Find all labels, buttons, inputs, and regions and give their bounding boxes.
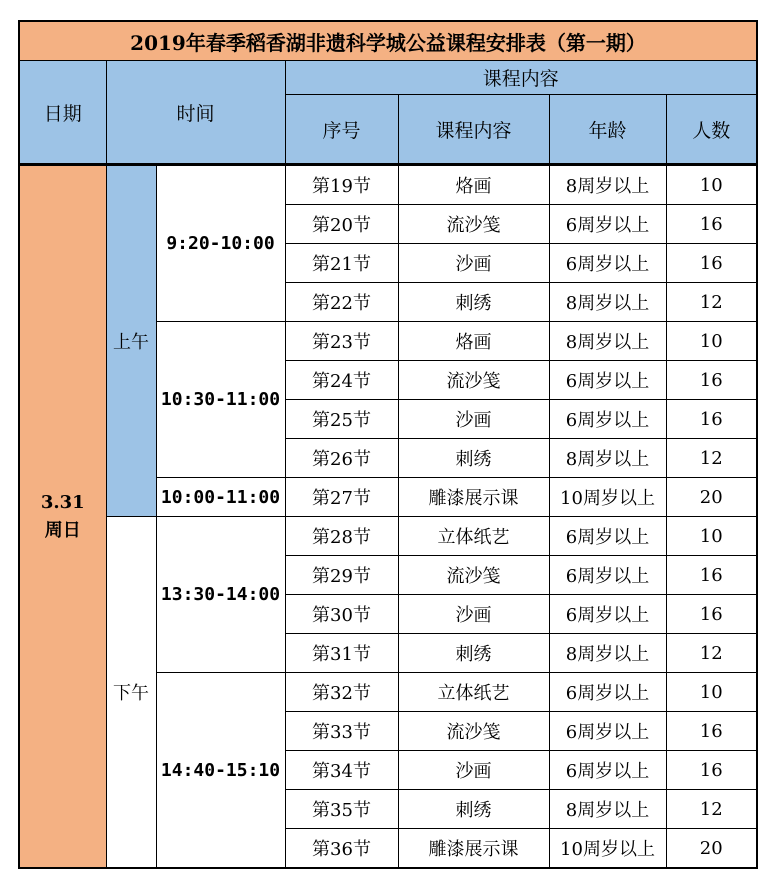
count-cell: 20 — [666, 829, 757, 869]
count-cell: 12 — [666, 634, 757, 673]
count-cell: 10 — [666, 322, 757, 361]
time-slot: 14:40-15:10 — [156, 673, 285, 869]
seq-cell: 第34节 — [285, 751, 398, 790]
header-age: 年龄 — [549, 95, 666, 165]
date-cell — [19, 165, 106, 869]
header-count: 人数 — [666, 95, 757, 165]
course-cell: 刺绣 — [398, 790, 549, 829]
course-cell: 刺绣 — [398, 634, 549, 673]
count-cell: 16 — [666, 751, 757, 790]
seq-cell: 第26节 — [285, 439, 398, 478]
course-cell: 流沙笺 — [398, 361, 549, 400]
course-cell: 流沙笺 — [398, 556, 549, 595]
age-cell: 6周岁以上 — [549, 205, 666, 244]
age-cell: 8周岁以上 — [549, 283, 666, 322]
count-cell: 10 — [666, 165, 757, 205]
seq-cell: 第28节 — [285, 517, 398, 556]
course-cell: 沙画 — [398, 400, 549, 439]
header-seq: 序号 — [285, 95, 398, 165]
count-cell: 16 — [666, 712, 757, 751]
seq-cell: 第36节 — [285, 829, 398, 869]
seq-cell: 第35节 — [285, 790, 398, 829]
seq-cell: 第20节 — [285, 205, 398, 244]
count-cell: 12 — [666, 439, 757, 478]
count-cell: 16 — [666, 361, 757, 400]
age-cell: 8周岁以上 — [549, 322, 666, 361]
course-cell: 烙画 — [398, 322, 549, 361]
schedule-table — [18, 20, 758, 869]
seq-cell: 第31节 — [285, 634, 398, 673]
seq-cell: 第33节 — [285, 712, 398, 751]
seq-cell: 第22节 — [285, 283, 398, 322]
header-course: 课程内容 — [398, 95, 549, 165]
course-cell: 流沙笺 — [398, 712, 549, 751]
seq-cell: 第25节 — [285, 400, 398, 439]
age-cell: 6周岁以上 — [549, 400, 666, 439]
course-cell: 刺绣 — [398, 283, 549, 322]
course-cell: 雕漆展示课 — [398, 478, 549, 517]
course-cell: 流沙笺 — [398, 205, 549, 244]
age-cell: 8周岁以上 — [549, 165, 666, 205]
count-cell: 10 — [666, 517, 757, 556]
course-cell: 烙画 — [398, 165, 549, 205]
course-cell: 刺绣 — [398, 439, 549, 478]
age-cell: 8周岁以上 — [549, 790, 666, 829]
age-cell: 6周岁以上 — [549, 361, 666, 400]
count-cell: 16 — [666, 556, 757, 595]
seq-cell: 第21节 — [285, 244, 398, 283]
course-cell: 立体纸艺 — [398, 673, 549, 712]
age-cell: 6周岁以上 — [549, 712, 666, 751]
count-cell: 16 — [666, 400, 757, 439]
count-cell: 20 — [666, 478, 757, 517]
age-cell: 10周岁以上 — [549, 829, 666, 869]
count-cell: 12 — [666, 283, 757, 322]
header-content-group: 课程内容 — [285, 61, 757, 95]
header-time: 时间 — [106, 61, 285, 165]
header-date: 日期 — [19, 61, 106, 165]
table-row — [19, 165, 757, 205]
seq-cell: 第23节 — [285, 322, 398, 361]
age-cell: 10周岁以上 — [549, 478, 666, 517]
course-cell: 沙画 — [398, 244, 549, 283]
course-cell: 雕漆展示课 — [398, 829, 549, 869]
age-cell: 6周岁以上 — [549, 595, 666, 634]
course-cell: 沙画 — [398, 595, 549, 634]
age-cell: 8周岁以上 — [549, 634, 666, 673]
seq-cell: 第24节 — [285, 361, 398, 400]
count-cell: 12 — [666, 790, 757, 829]
count-cell: 16 — [666, 205, 757, 244]
time-slot: 9:20-10:00 — [156, 165, 285, 322]
age-cell: 6周岁以上 — [549, 517, 666, 556]
period-am: 上午 — [106, 165, 156, 517]
date-weekday: 周日 — [44, 519, 81, 541]
time-slot: 10:00-11:00 — [156, 478, 285, 517]
seq-cell: 第19节 — [285, 165, 398, 205]
date-day: 3.31 — [40, 491, 85, 513]
time-slot: 13:30-14:00 — [156, 517, 285, 673]
count-cell: 10 — [666, 673, 757, 712]
seq-cell: 第30节 — [285, 595, 398, 634]
course-cell: 立体纸艺 — [398, 517, 549, 556]
seq-cell: 第32节 — [285, 673, 398, 712]
period-pm: 下午 — [106, 517, 156, 869]
age-cell: 8周岁以上 — [549, 439, 666, 478]
age-cell: 6周岁以上 — [549, 673, 666, 712]
age-cell: 6周岁以上 — [549, 244, 666, 283]
count-cell: 16 — [666, 244, 757, 283]
table-row — [19, 517, 757, 556]
time-slot: 10:30-11:00 — [156, 322, 285, 478]
count-cell: 16 — [666, 595, 757, 634]
table-title: 2019年春季稻香湖非遗科学城公益课程安排表（第一期） — [19, 21, 757, 61]
age-cell: 6周岁以上 — [549, 556, 666, 595]
age-cell: 6周岁以上 — [549, 751, 666, 790]
course-cell: 沙画 — [398, 751, 549, 790]
seq-cell: 第27节 — [285, 478, 398, 517]
seq-cell: 第29节 — [285, 556, 398, 595]
